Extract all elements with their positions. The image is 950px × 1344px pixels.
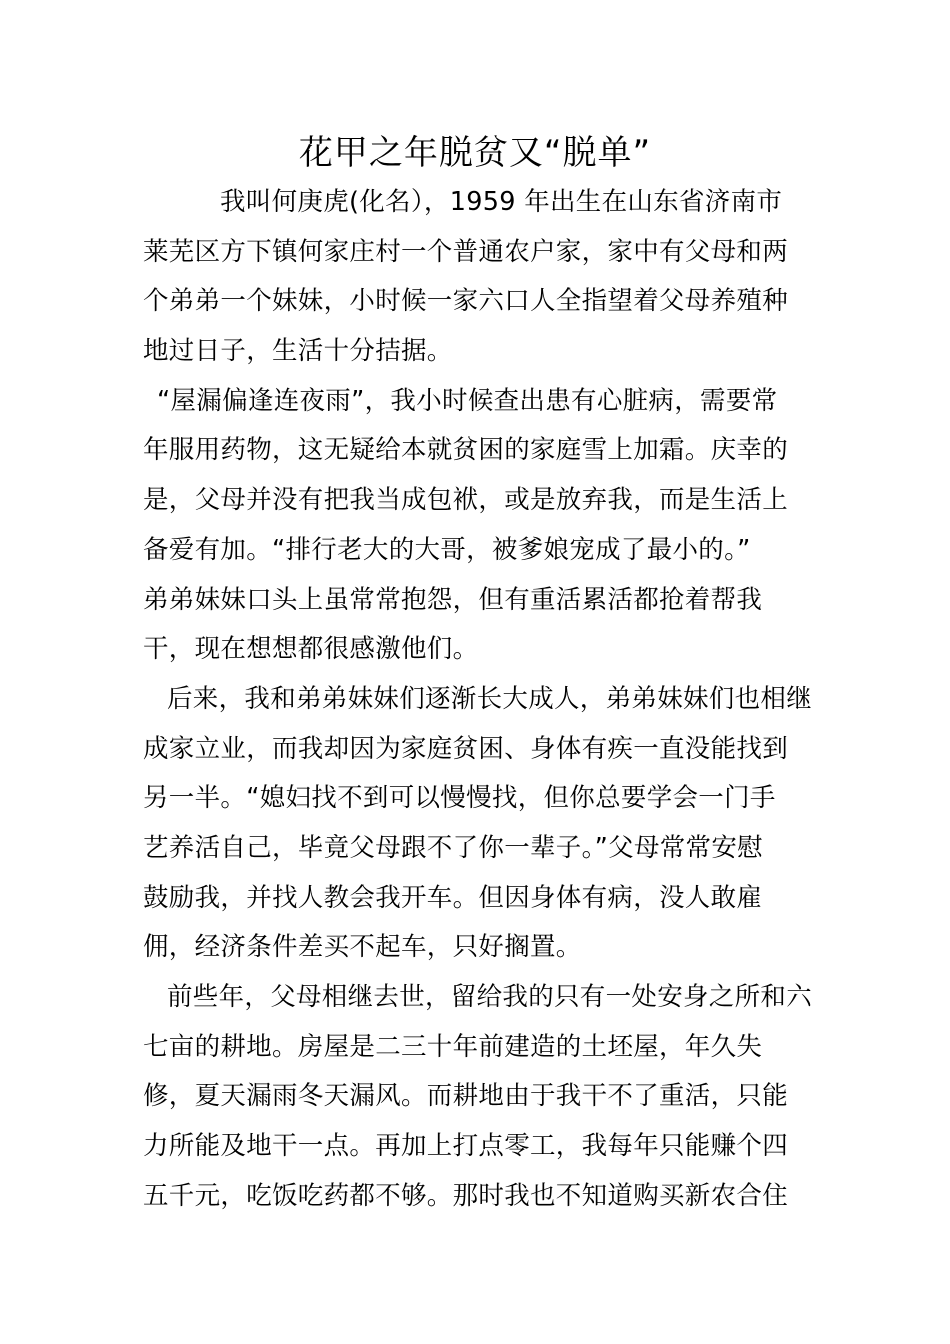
document-body (143, 178, 813, 1221)
text-line: 年服用药物，这无疑给本就贫困的家庭雪上加霜。庆幸的 (143, 435, 789, 466)
text-line: 个弟弟一个妹妹，小时候一家六口人全指望着父母养殖种 (143, 286, 789, 317)
text-line: 我叫何庚虎(化名），1959 年出生在山东省济南市 (220, 187, 783, 217)
text-line: 地过日子，生活十分拮据。 (143, 336, 453, 367)
document-title: 花甲之年脱贫又“脱单” (298, 133, 652, 173)
text-line: 前些年，父母相继去世，留给我的只有一处安身之所和六 (167, 982, 813, 1012)
text-line: 五千元，吃饭吃药都不够。那时我也不知道购买新农合住 (143, 1180, 789, 1211)
text-line: 莱芜区方下镇何家庄村一个普通农户家，家中有父母和两 (143, 236, 789, 267)
text-line: 佣，经济条件差买不起车，只好搁置。 (143, 932, 582, 963)
text-line: 是，父母并没有把我当成包袱，或是放弃我，而是生活上 (143, 485, 789, 516)
text-line: 七亩的耕地。房屋是二三十年前建造的土坯屋，年久失 (143, 1031, 763, 1062)
text-line: 成家立业，而我却因为家庭贫困、身体有疾一直没能找到 (143, 733, 789, 764)
text-line: “屋漏偏逢连夜雨”，我小时候查出患有心脏病，需要常 (157, 385, 778, 416)
text-line: 修，夏天漏雨冬天漏风。而耕地由于我干不了重活，只能 (143, 1081, 789, 1112)
text-line: 另一半。“媳妇找不到可以慢慢找，但你总要学会一门手 (143, 783, 776, 814)
text-line: 后来，我和弟弟妹妹们逐渐长大成人，弟弟妹妹们也相继 (167, 683, 813, 714)
text-line: 鼓励我，并找人教会我开车。但因身体有病，没人敢雇 (143, 882, 763, 913)
text-line: 干，现在想想都很感激他们。 (143, 634, 479, 665)
text-line: 力所能及地干一点。再加上打点零工，我每年只能赚个四 (143, 1131, 789, 1162)
text-line: 艺养活自己，毕竟父母跟不了你一辈子。”父母常常安慰 (143, 832, 763, 863)
text-line: 弟弟妹妹口头上虽常常抱怨，但有重活累活都抢着帮我 (143, 584, 763, 615)
text-line: 备爱有加。“排行老大的大哥，被爹娘宠成了最小的。” (143, 534, 751, 565)
